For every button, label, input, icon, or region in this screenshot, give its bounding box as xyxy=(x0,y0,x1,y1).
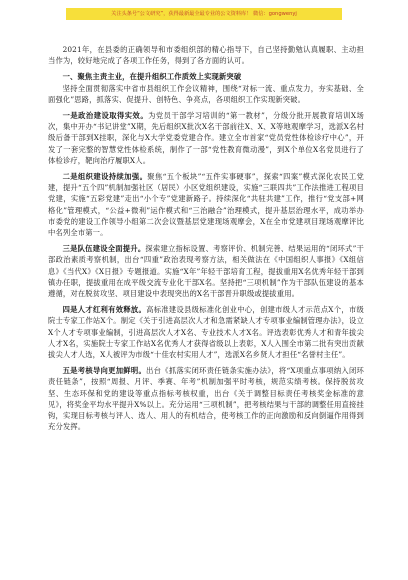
document-body xyxy=(48,44,364,433)
section-heading: 一、聚焦主责主业，在提升组织工作质效上实现新突破 xyxy=(62,72,242,82)
intro-paragraph: 2021年，在县委的正确领导和市委组织部的精心指导下，自己坚持勤勉认真履职、主动担当作为，较好地完成了各项工作任务，得到了各方面的认可。 xyxy=(48,45,364,66)
promo-banner-text: 关注头条号“公文研究”，获得最新最全最专业的公文资料库！ 微信：gongwenyj xyxy=(111,11,297,17)
section-summary-paragraph: 坚持全面贯彻落实中省市县组织工作会议精神，围绕“对标一流、重点发力，夯实基础、全面强化”思路，抓落实、促提升、创特色、争亮点，各项组织工作实现新突破。 xyxy=(48,83,364,104)
promo-banner xyxy=(66,8,342,20)
political-building-paragraph: 一是政治建设取得实效。为党员干部学习培训的“第一教材”，分级分批开展教育培训X场次，集中开办“书记讲堂”X期，先后组织X批次X名干部前往X、X、X等地观摩学习，选派X名村级后备干部到X挂职，深化与X大学党委党建合作。建立全市首家“党员党性体检诊疗中心”，开发了一套完整的智慧党性体检系统，制作了一部“党性教育微动漫”，到X个单位X名党员进行了体检诊疗，靶向治疗履职X人。 xyxy=(48,111,364,165)
assessment-paragraph: 五是考核导向更加鲜明。出台《抓落实闭环责任链条实施办法》，将“X项重点事项纳入闭环责任链条”，按照“周报、月评、季赛、年考”机制加强平时考核，规范实绩考核。保持脱贫攻坚、生态环保和党的建设等重点指标考核权重，出台《关于调整目标责任考核奖金标准的意见》，将奖金平均水平提升X%以上。充分运用“三项机制”，把考核结果与干部的调整任用直接挂钩，实现目标考核与评人、选人、用人的有机结合，使考核工作的正向激励和反向倒逼作用得到充分发挥。 xyxy=(48,366,364,432)
organization-building-paragraph: 二是组织建设持续加强。聚焦“五个板块”“五件实事硬事”，探索“四案”模式深化农民工党建，提升“五个四”机制加强社区（居民）小区党组织建设，实施“三联四共”工作法推进工程项目党建，实施“五彩党建”走出“小个专”党建新路子。持续深化“共驻共建”工作，推行“党支部+网格化”管理模式，“公益+微利”运作模式和“三治融合”治理模式，提升基层治理水平，成功举办市委党的建设工作领导小组第二次会议暨基层党建现场观摩会，X在全市党建项目现场观摩评比中名列全市第一。 xyxy=(48,172,365,238)
team-building-paragraph: 三是队伍建设全面提升。探索建立指标设置、考察评价、机制完善、结果运用的“闭环式”干部政治素质考察机制，出台“四重”政治表现考察方法，相关做法在《中国组织人事报》《X组信息》《当代X》《X日报》专题报道。实施“X年”年轻干部培育工程，提拔重用X名优秀年轻干部到镇办任职，提拔重用在成平级交流专业化干部X名。坚持把“三项机制”作为干部队伍建设的基本遵循，对在脱贫攻坚、项目建设中表现突出的X名干部晋升职级或提拔重用。 xyxy=(48,244,364,299)
talent-paragraph: 四是人才红利有效释放。高标准建设县级标准化创业中心，创建市级人才示范点X个，市级院士专家工作站X个。制定《关于引进高层次人才和急需紧缺人才专项事业编制管理办法》，设立X个人才专项事业编制，引进高层次人才X名、专业技术人才X名。评选表彰优秀人才和青年拔尖人才X名，实施院士专家工作站X名优秀人才获得省级以上表彰，X人入围全市第二批有突出贡献拔尖人才人选，X人被评为市级“十佳农村实用人才”，选派X名乡贤人才担任“名誉村主任”。 xyxy=(48,305,365,360)
